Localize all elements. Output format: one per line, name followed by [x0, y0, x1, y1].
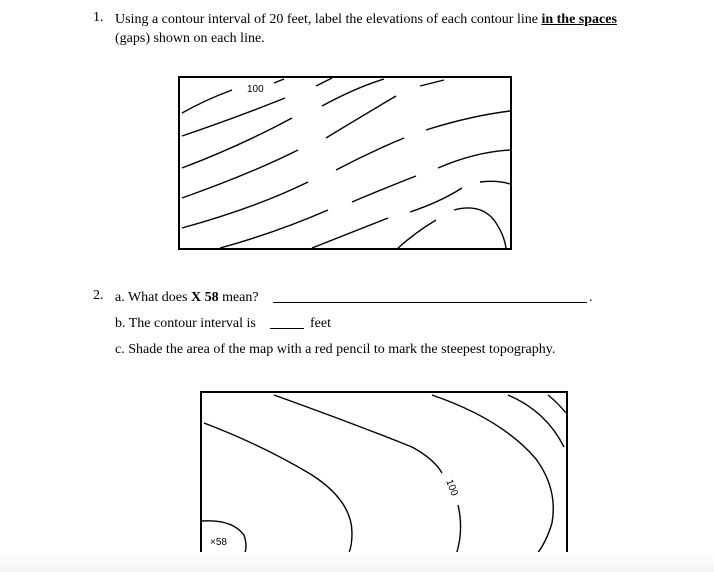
contour-map-1-label: 100: [247, 84, 264, 95]
contour-line: [438, 150, 510, 168]
question-2a-end: .: [589, 290, 593, 305]
bottom-edge-shade: [0, 552, 714, 572]
question-1-text-before: Using a contour interval of 20 feet, label the elevations of each contour line: [115, 12, 542, 27]
contour-line: [274, 79, 284, 83]
contour-line: [322, 79, 384, 106]
contour-line: [352, 176, 416, 202]
contour-line: [398, 220, 436, 248]
spot-elevation-label: ×58: [210, 537, 227, 548]
contour-map-1: [178, 76, 512, 250]
question-1-number: 1.: [93, 10, 104, 25]
question-2c: c. Shade the area of the map with a red pencil to mark the steepest topography.: [115, 342, 556, 357]
contour-line: [548, 395, 566, 413]
contour-line: [456, 505, 461, 555]
question-2b-suffix: feet: [310, 316, 331, 331]
question-2b-prefix: b. The contour interval is: [115, 316, 256, 331]
contour-line: [426, 111, 510, 130]
contour-map-2-label: 100: [443, 478, 460, 498]
contour-line: [182, 182, 308, 228]
contour-map-2: [200, 391, 568, 557]
question-1-text: [115, 10, 675, 48]
contour-line: [432, 395, 553, 555]
contour-line: [316, 78, 332, 86]
contour-line: [480, 181, 510, 184]
contour-line: [274, 395, 442, 473]
contour-line: [336, 138, 404, 170]
question-1-emphasis: in the spaces: [541, 12, 617, 27]
contour-line: [182, 90, 232, 113]
question-2a-prefix: a. What does: [115, 290, 191, 305]
contour-line: [410, 188, 462, 212]
question-2a-suffix: mean?: [218, 290, 259, 305]
question-2a-bold: X 58: [190, 290, 219, 305]
answer-blank-2a[interactable]: [273, 302, 587, 303]
contour-line: [454, 208, 506, 248]
contour-map-2-svg: [202, 393, 566, 555]
contour-map-1-svg: [180, 78, 510, 248]
contour-line: [312, 218, 388, 248]
question-2-number: 2.: [93, 288, 104, 303]
question-1-text-after: (gaps) shown on each line.: [115, 31, 265, 46]
contour-line: [182, 150, 298, 198]
contour-line: [326, 96, 396, 138]
answer-blank-2b[interactable]: [270, 328, 304, 329]
contour-line: [204, 423, 352, 555]
question-2a: [115, 288, 259, 307]
contour-line: [220, 210, 328, 248]
contour-line: [420, 80, 444, 86]
